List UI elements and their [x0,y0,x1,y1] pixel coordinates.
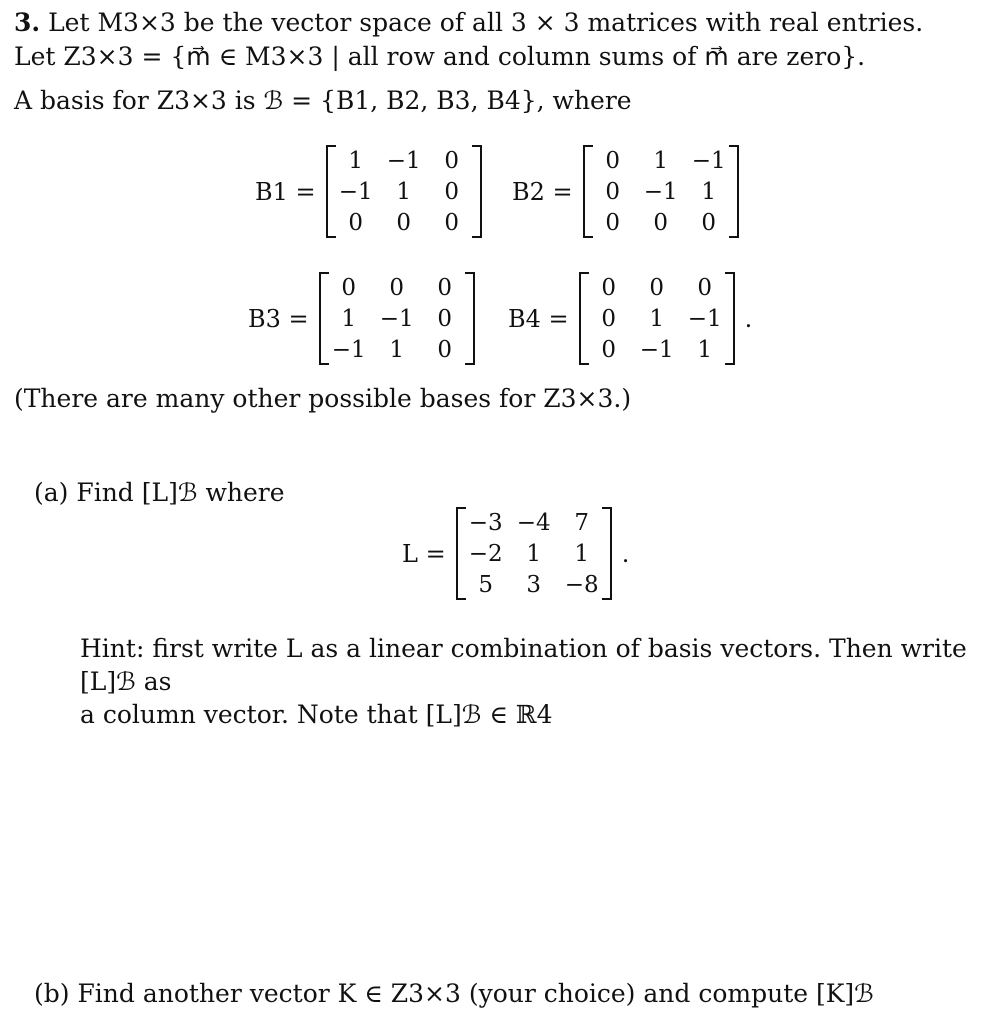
matrix-cell: 1 [348,147,363,174]
matrix-cell: 0 [649,274,664,301]
problem-line-2: Let Z3×3 = {m⃗ ∈ M3×3 | all row and column sums of m⃗ are zero}. [14,42,866,71]
matrix-cell: 0 [601,305,616,332]
matrix-b1-label: B1 = [255,177,316,206]
matrix-b2-brackets [583,145,739,238]
matrix-cell: 0 [701,209,716,236]
matrix-cell: 1 [653,147,668,174]
matrix-cell: 0 [444,209,459,236]
matrix-cell: 0 [444,147,459,174]
matrix-cell: 0 [605,209,620,236]
matrix-cell: −1 [687,305,722,332]
matrix-cell: 0 [605,147,620,174]
matrix-cell: 1 [389,336,404,363]
part-a-prompt: (a) Find [L]ℬ where [34,478,285,507]
matrix-b3-brackets [319,272,475,365]
part-a-hint [80,632,980,731]
matrix-b3-label: B3 = [248,304,309,333]
matrix-cell: 0 [605,178,620,205]
matrix-cell: 0 [396,209,411,236]
matrix-l-brackets [456,507,612,600]
basis-note: (There are many other possible bases for Z3×3.) [14,384,632,413]
matrix-cell: 1 [526,540,541,567]
matrix-cell: 0 [697,274,712,301]
matrix-cell: 0 [348,209,363,236]
matrix-b4-period: . [744,304,753,333]
matrix-cell: 0 [437,305,452,332]
matrix-cell: 0 [444,178,459,205]
matrix-cell: 0 [601,274,616,301]
matrix-cell: −1 [386,147,421,174]
problem-line-1 [14,8,923,38]
matrix-cell: 3 [526,571,541,598]
matrix-b3 [248,272,475,365]
part-b-prompt: (b) Find another vector K ∈ Z3×3 (your choice) and compute [K]ℬ [34,979,874,1008]
matrix-cell: −1 [331,336,366,363]
matrix-cell: −1 [691,147,726,174]
matrix-cell: −3 [468,509,503,536]
matrix-l-label: L = [402,539,446,568]
matrix-cell: 1 [701,178,716,205]
matrix-cell: 1 [574,540,589,567]
matrix-b4 [508,272,752,365]
matrix-cell: −8 [564,571,599,598]
matrix-cell: −1 [338,178,373,205]
problem-line-1-text: Let M3×3 be the vector space of all 3 × 3 matrices with real entries. [48,8,924,37]
matrix-cell: 0 [437,336,452,363]
matrix-b1 [255,145,482,238]
matrix-cell: 0 [437,274,452,301]
matrix-cell: 0 [389,274,404,301]
matrix-cell: −1 [639,336,674,363]
matrix-cell: −1 [379,305,414,332]
hint-line-1: Hint: first write L as a linear combination of basis vectors. Then write [L]ℬ as [80,634,967,696]
matrix-cell: −2 [468,540,503,567]
matrix-cell: 1 [341,305,356,332]
matrix-cell: 5 [478,571,493,598]
matrix-cell: 1 [649,305,664,332]
matrix-cell: 0 [601,336,616,363]
hint-line-2: a column vector. Note that [L]ℬ ∈ ℝ4 [80,700,553,729]
matrix-l [402,507,629,600]
matrix-b4-label: B4 = [508,304,569,333]
problem-line-3: A basis for Z3×3 is ℬ = {B1, B2, B3, B4}, where [14,86,632,115]
matrix-cell: 0 [341,274,356,301]
matrix-b2-label: B2 = [512,177,573,206]
problem-number: 3. [14,8,41,37]
matrix-cell: 0 [653,209,668,236]
matrix-cell: −4 [516,509,551,536]
matrix-cell: 7 [574,509,589,536]
matrix-b4-brackets [579,272,735,365]
matrix-b2 [512,145,739,238]
matrix-cell: −1 [643,178,678,205]
matrix-l-period: . [621,539,630,568]
matrix-b1-brackets [326,145,482,238]
matrix-cell: 1 [396,178,411,205]
matrix-cell: 1 [697,336,712,363]
